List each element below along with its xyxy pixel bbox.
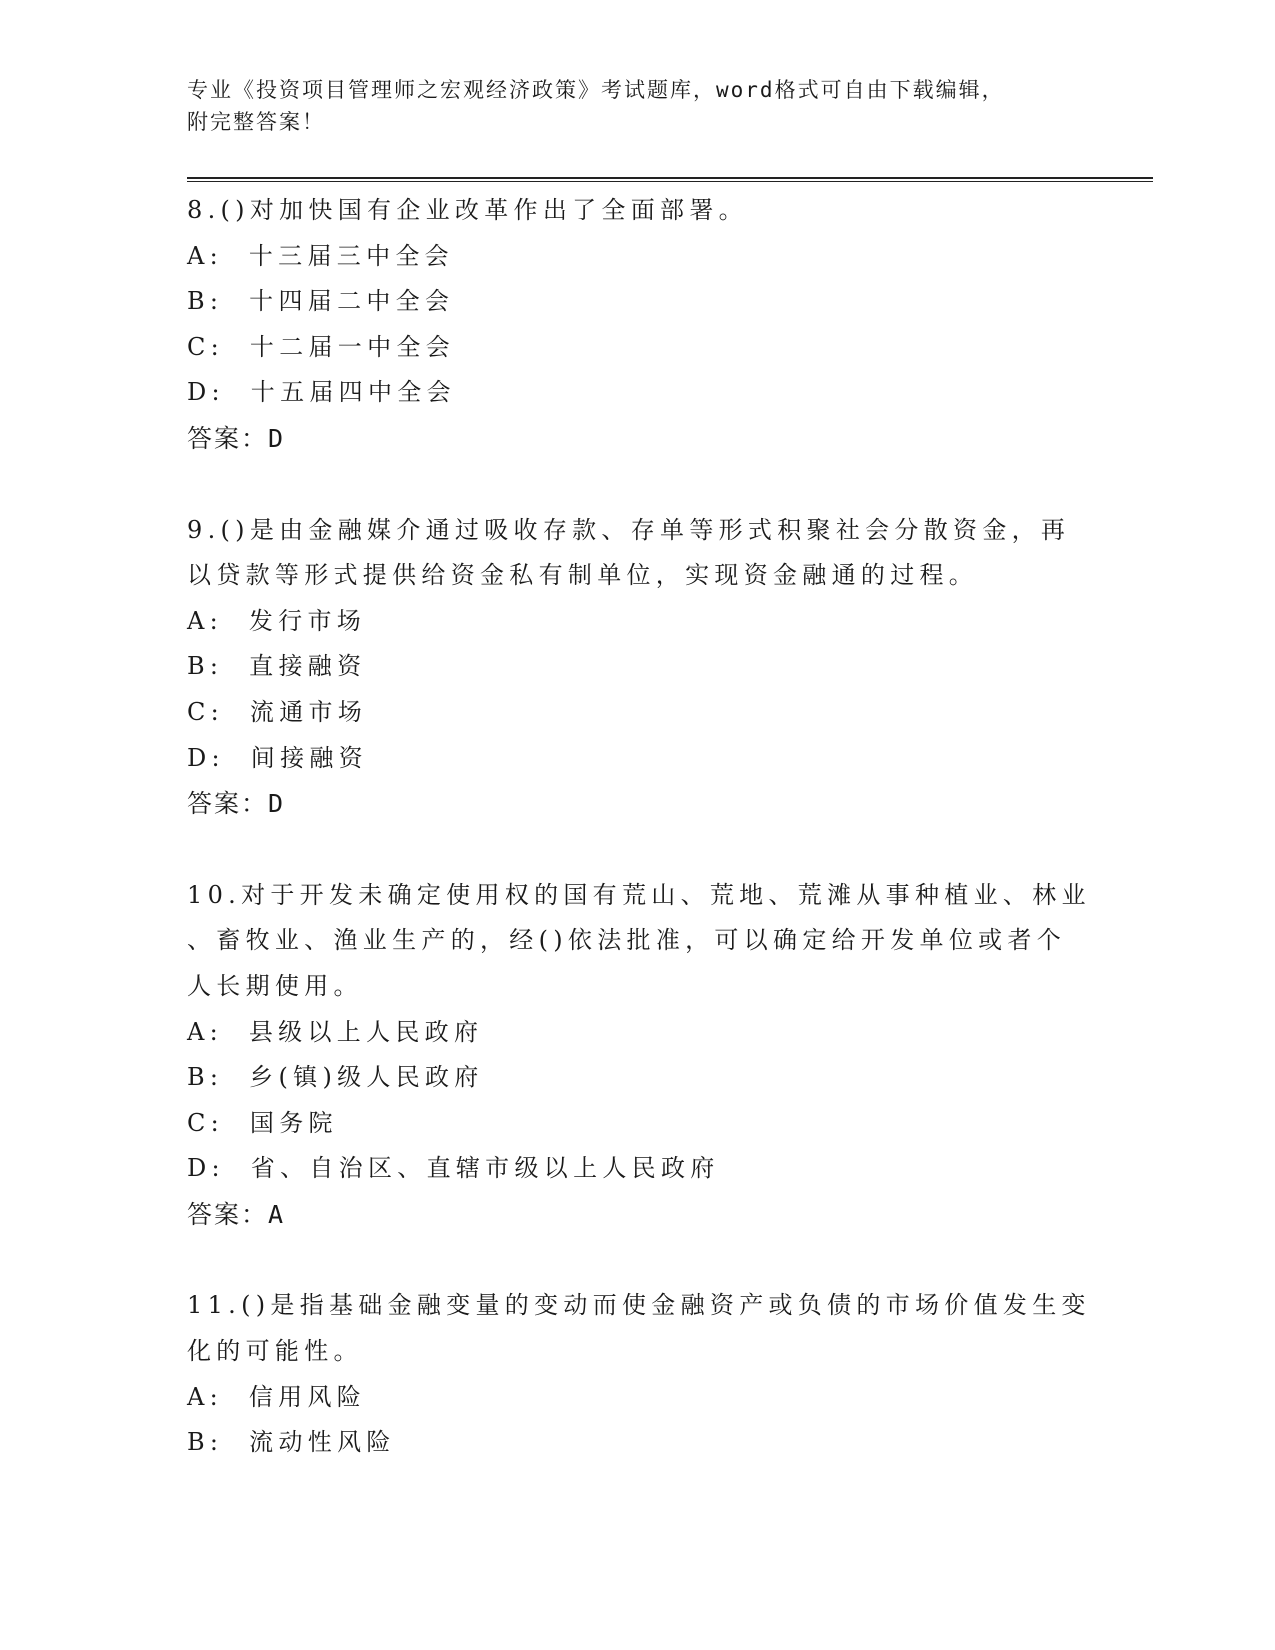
answer-line: 答案：D [187,789,286,819]
option-c: C: 流通市场 [187,697,368,726]
option-a: A: 信用风险 [187,1382,367,1411]
question-10 [187,873,1091,1238]
option-c: C: 国务院 [187,1108,338,1137]
header-rule-thick [187,177,1153,179]
question-8 [187,188,1087,462]
question-stem: 8.()对加快国有企业改革作出了全面部署。 [187,196,748,224]
option-a: A: 县级以上人民政府 [187,1017,484,1046]
option-d: D: 省、自治区、直辖市级以上人民政府 [187,1154,720,1183]
header-line-1: 专业《投资项目管理师之宏观经济政策》考试题库，word格式可自由下载编辑， [187,78,1005,102]
header-line-2: 附完整答案！ [187,110,325,134]
option-a: A: 发行市场 [187,606,367,635]
question-11 [187,1283,1091,1465]
question-stem: 人长期使用。 [187,971,363,1000]
question-stem: 以贷款等形式提供给资金私有制单位，实现资金融通的过程。 [187,561,979,590]
option-b: B: 直接融资 [187,652,367,681]
option-d: D: 十五届四中全会 [187,378,456,407]
option-c: C: 十二届一中全会 [187,332,456,361]
answer-line: 答案：A [187,1199,286,1229]
question-9 [187,508,1087,827]
option-b: B: 流动性风险 [187,1428,396,1457]
option-b: B: 乡(镇)级人民政府 [187,1063,484,1092]
question-stem: 化的可能性。 [187,1337,363,1366]
header-rule-thin [187,181,1153,182]
question-stem: 10.对于开发未确定使用权的国有荒山、荒地、荒滩从事种植业、林业 [187,880,1091,909]
question-list [187,188,1091,1466]
option-a: A: 十三届三中全会 [187,241,454,270]
question-stem: 11.()是指基础金融变量的变动而使金融资产或负债的市场价值发生变 [187,1291,1091,1320]
option-b: B: 十四届二中全会 [187,287,455,316]
document-header [187,74,1087,138]
option-d: D: 间接融资 [187,743,368,772]
question-stem: 9.()是由金融媒介通过吸收存款、存单等形式积聚社会分散资金，再 [187,515,1071,544]
question-stem: 、畜牧业、渔业生产的，经()依法批准，可以确定给开发单位或者个 [187,926,1067,955]
answer-line: 答案：D [187,423,286,453]
